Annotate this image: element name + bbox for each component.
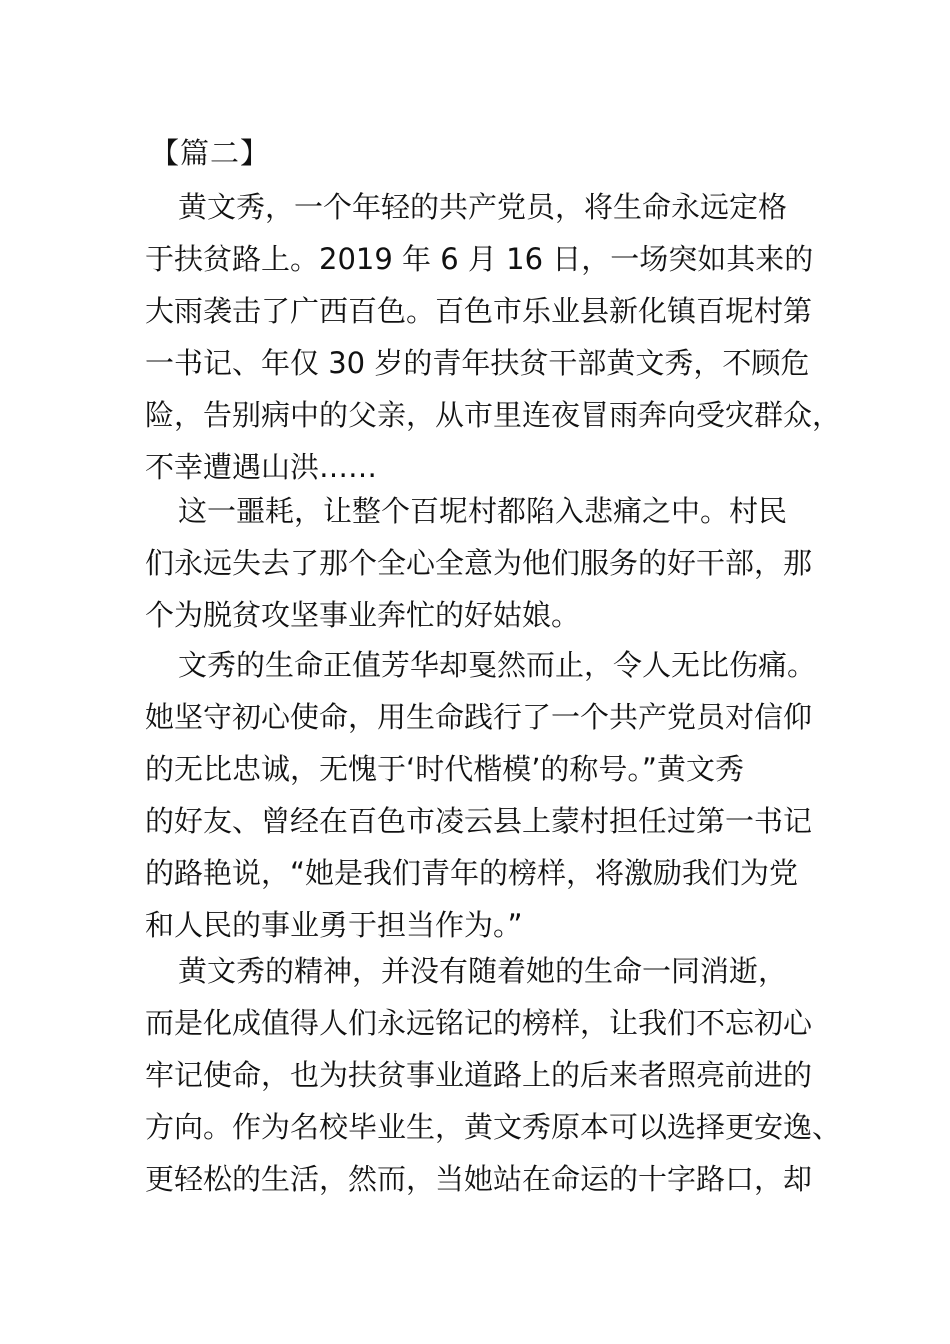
- paragraph-line: 她坚守初心使命，用生命践行了一个共产党员对信仰: [145, 700, 813, 734]
- paragraph-line: 们永远失去了那个全心全意为他们服务的好干部，那: [145, 546, 813, 580]
- paragraph-line: 险，告别病中的父亲，从市里连夜冒雨奔向受灾群众，: [145, 398, 842, 432]
- paragraph-line: 文秀的生命正值芳华却戛然而止，令人无比伤痛。: [178, 648, 817, 682]
- paragraph-1: [145, 181, 842, 493]
- paragraph-line: 于扶贫路上。2019 年 6 月 16 日，一场突如其来的: [145, 242, 814, 276]
- paragraph-line: 更轻松的生活，然而，当她站在命运的十字路口，却: [145, 1162, 813, 1196]
- paragraph-4: [145, 945, 842, 1205]
- paragraph-line: 一书记、年仅 30 岁的青年扶贫干部黄文秀，不顾危: [145, 346, 810, 380]
- paragraph-line: 牢记使命，也为扶贫事业道路上的后来者照亮前进的: [145, 1058, 813, 1092]
- paragraph-line: 大雨袭击了广西百色。百色市乐业县新化镇百坭村第: [145, 294, 813, 328]
- paragraph-line: 这一噩耗，让整个百坭村都陷入悲痛之中。村民: [178, 494, 788, 528]
- paragraph-3: [145, 639, 825, 951]
- paragraph-line: 而是化成值得人们永远铭记的榜样，让我们不忘初心: [145, 1006, 813, 1040]
- section-heading: 【篇二】: [150, 136, 271, 170]
- paragraph-line: 的路艳说，“她是我们青年的榜样，将激励我们为党: [145, 856, 799, 890]
- paragraph-line: 黄文秀的精神，并没有随着她的生命一同消逝，: [178, 954, 788, 988]
- paragraph-line: 不幸遭遇山洪……: [145, 450, 378, 484]
- paragraph-line: 黄文秀，一个年轻的共产党员，将生命永远定格: [178, 190, 788, 224]
- paragraph-line: 的好友、曾经在百色市凌云县上蒙村担任过第一书记: [145, 804, 813, 838]
- paragraph-line: 方向。作为名校毕业生，黄文秀原本可以选择更安逸、: [145, 1110, 842, 1144]
- paragraph-line: 和人民的事业勇于担当作为。”: [145, 908, 523, 942]
- paragraph-line: 的无比忠诚，无愧于‘时代楷模’的称号。”黄文秀: [145, 752, 744, 786]
- paragraph-line: 个为脱贫攻坚事业奔忙的好姑娘。: [145, 598, 581, 632]
- paragraph-2: [145, 485, 825, 641]
